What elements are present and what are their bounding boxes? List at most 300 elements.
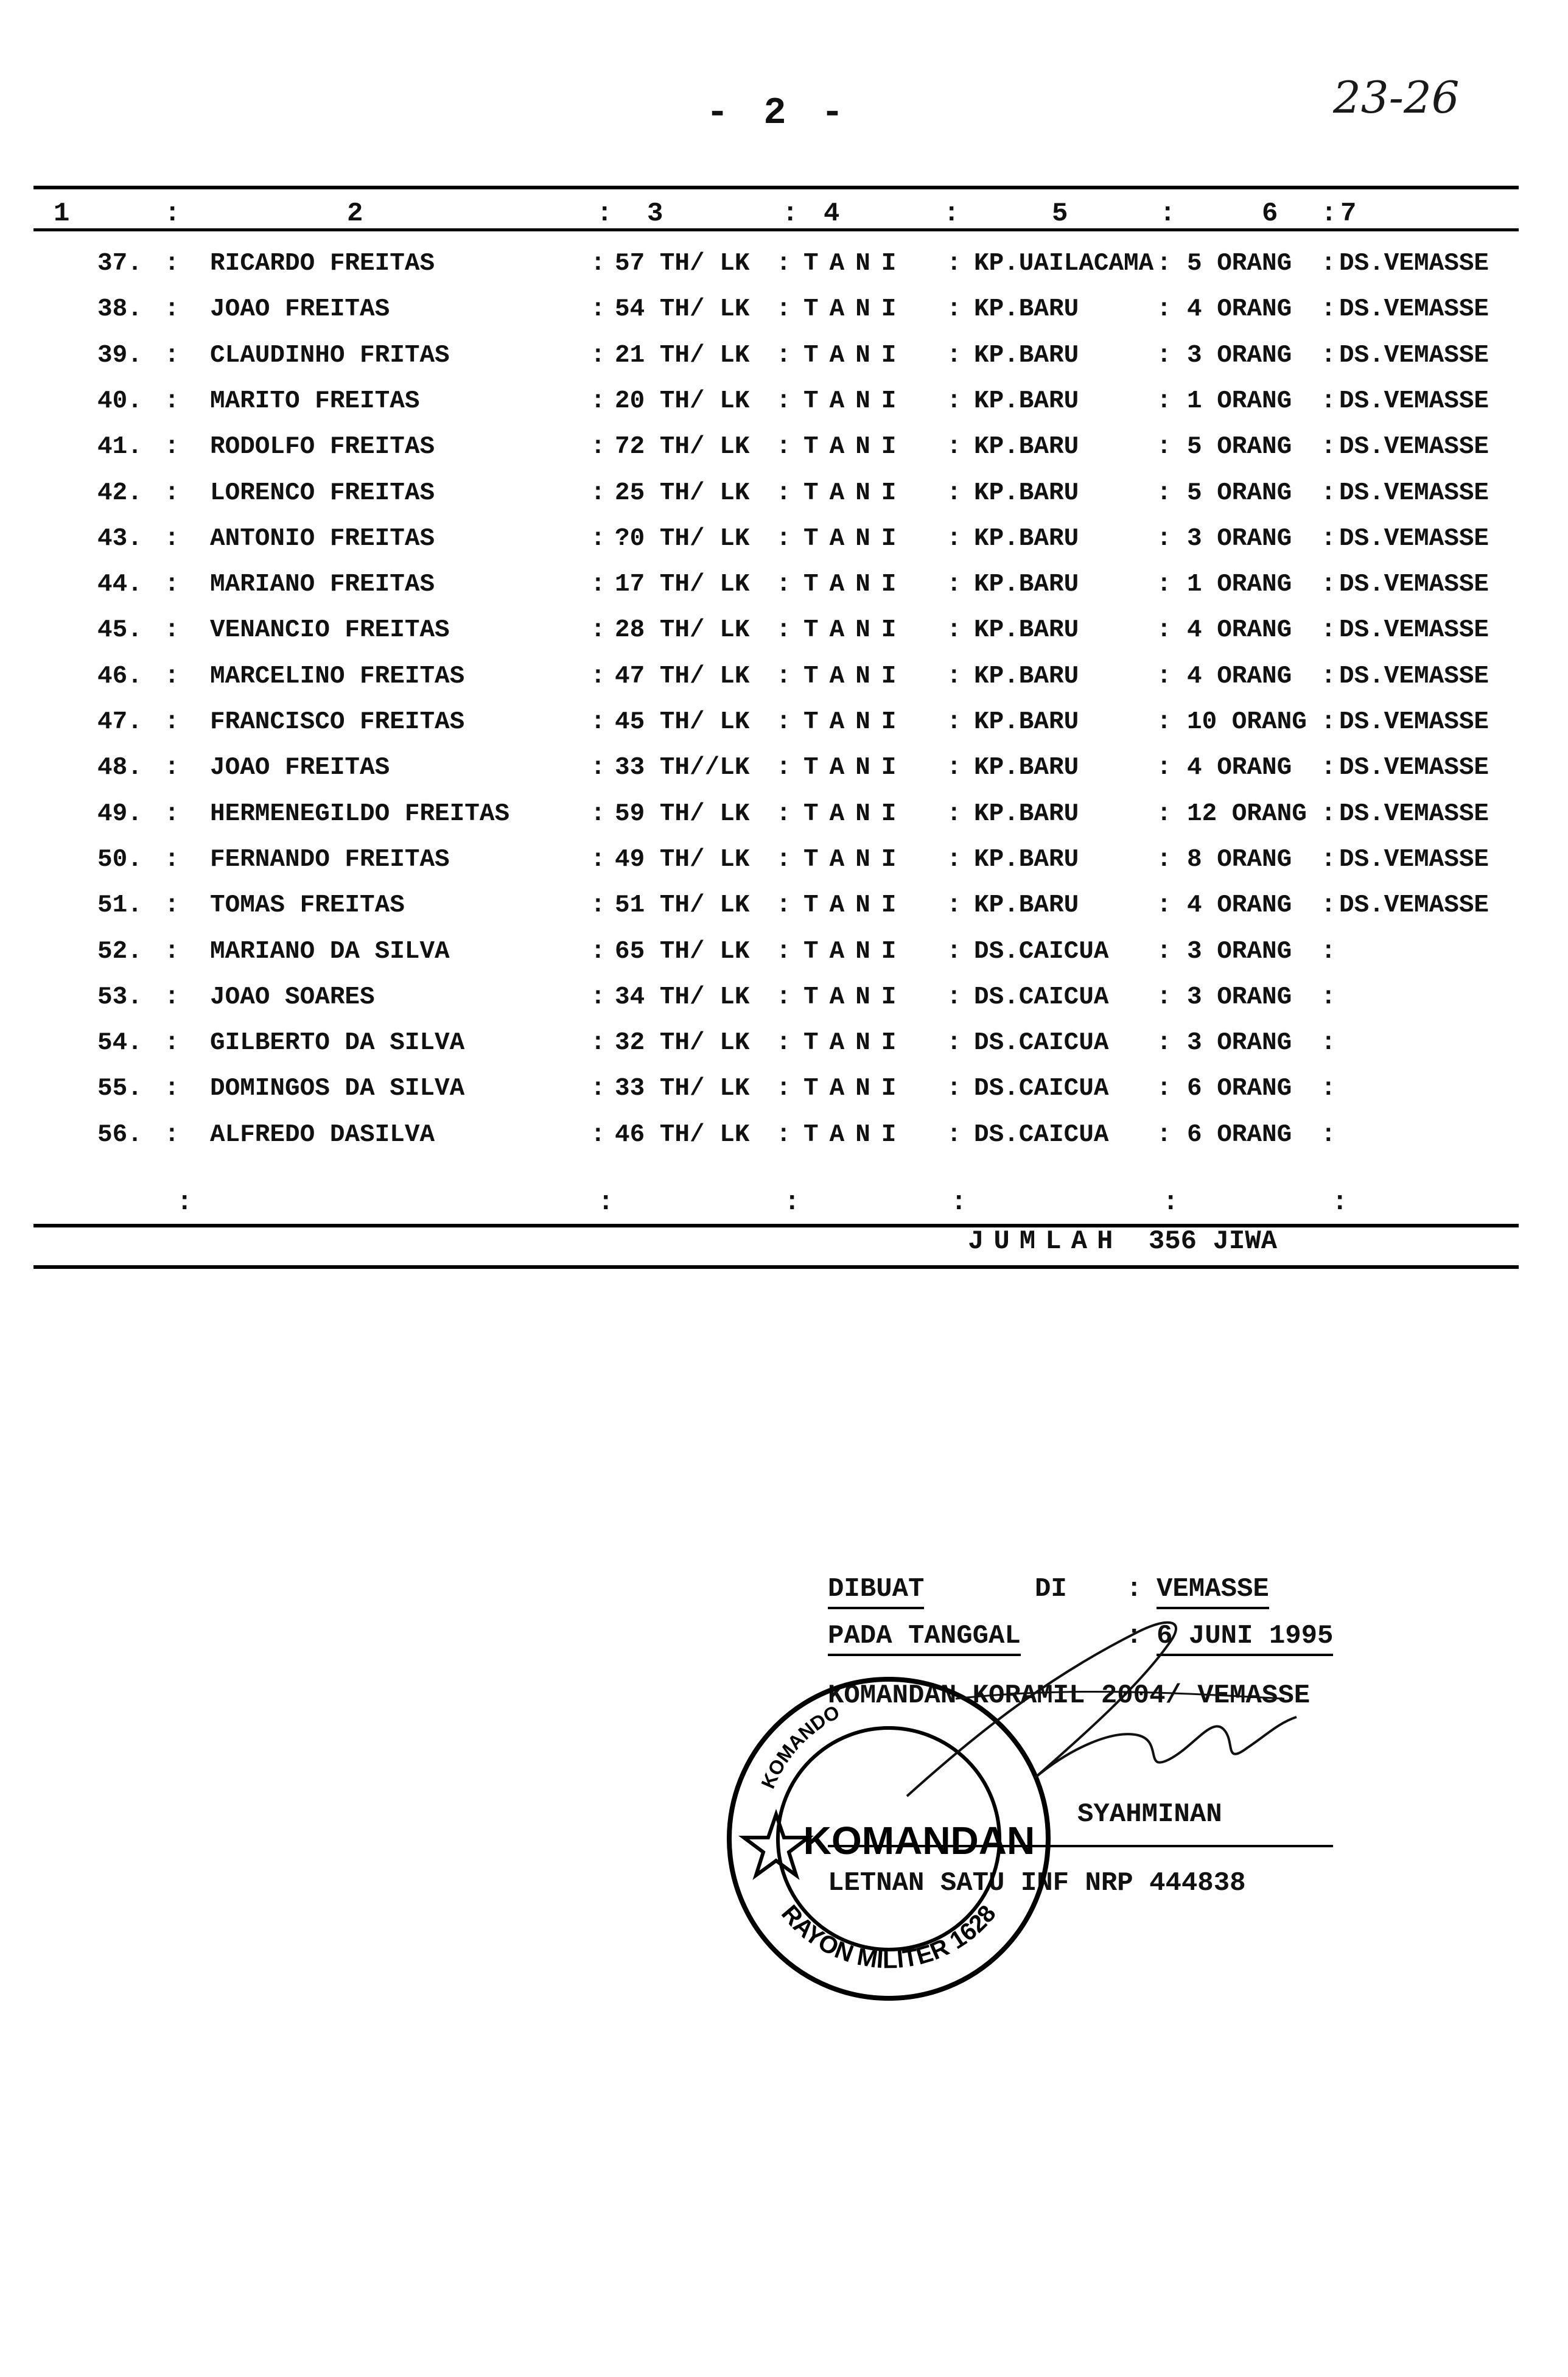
row-separator: :	[590, 799, 606, 828]
family-count: 1 ORANG	[1187, 387, 1292, 415]
table-row	[0, 983, 1568, 1030]
row-separator: :	[776, 341, 791, 370]
made-at-di: DI	[1035, 1574, 1067, 1604]
table-row	[0, 846, 1568, 892]
age-gender: ?0 TH/ LK	[615, 524, 750, 553]
remark: DS.VEMASSE	[1339, 662, 1489, 690]
stamp-ring-bottom-text	[776, 1900, 1001, 1974]
row-separator: :	[590, 708, 606, 736]
table-row	[0, 938, 1568, 984]
table-row	[0, 433, 1568, 479]
footer-separator: :	[177, 1187, 193, 1218]
address: DS.CAICUA	[974, 1029, 1109, 1058]
row-separator: :	[164, 983, 180, 1011]
occupation: TANI	[803, 891, 908, 920]
row-separator: :	[590, 295, 606, 324]
row-separator: :	[1157, 479, 1172, 507]
row-separator: :	[1157, 845, 1172, 874]
person-name: LORENCO FREITAS	[210, 479, 435, 507]
bottom-rule	[33, 1224, 1519, 1227]
row-separator: :	[1157, 433, 1172, 462]
row-separator: :	[1321, 1120, 1336, 1149]
remark: DS.VEMASSE	[1339, 250, 1489, 278]
footer-separator: :	[598, 1187, 614, 1218]
row-separator: :	[164, 708, 180, 736]
row-separator: :	[590, 341, 606, 370]
row-separator: :	[776, 1120, 791, 1149]
family-count: 8 ORANG	[1187, 845, 1292, 874]
header-separator: :	[943, 198, 960, 229]
row-separator: :	[1321, 1075, 1336, 1103]
occupation: TANI	[803, 341, 908, 370]
row-separator: :	[1157, 1075, 1172, 1103]
age-gender: 47 TH/ LK	[615, 662, 750, 690]
row-separator: :	[164, 1029, 180, 1058]
col-header-2: 2	[347, 198, 363, 229]
family-count: 4 ORANG	[1187, 295, 1292, 324]
address: KP.BARU	[974, 387, 1079, 415]
row-separator: :	[164, 295, 180, 324]
row-separator: :	[947, 937, 962, 966]
row-separator: :	[164, 524, 180, 553]
header-separator: :	[1321, 198, 1337, 229]
occupation: TANI	[803, 937, 908, 966]
person-name: RODOLFO FREITAS	[210, 433, 435, 462]
row-separator: :	[776, 571, 791, 599]
age-gender: 32 TH/ LK	[615, 1029, 750, 1058]
remark: DS.VEMASSE	[1339, 845, 1489, 874]
date-value: 6 JUNI 1995	[1157, 1621, 1333, 1656]
address: KP.BARU	[974, 708, 1079, 736]
table-row	[0, 616, 1568, 662]
row-separator: :	[590, 937, 606, 966]
row-separator: :	[947, 433, 962, 462]
remark: DS.VEMASSE	[1339, 708, 1489, 736]
table-row	[0, 342, 1568, 388]
row-separator: :	[1321, 433, 1336, 462]
row-separator: :	[776, 983, 791, 1011]
header-separator: :	[782, 198, 799, 229]
person-name: VENANCIO FREITAS	[210, 616, 450, 645]
row-separator: :	[1157, 571, 1172, 599]
row-separator: :	[1157, 616, 1172, 645]
row-separator: :	[590, 616, 606, 645]
family-count: 5 ORANG	[1187, 250, 1292, 278]
row-separator: :	[1321, 662, 1336, 690]
family-count: 4 ORANG	[1187, 616, 1292, 645]
row-separator: :	[776, 250, 791, 278]
signer-rank: LETNAN SATU INF NRP 444838	[828, 1868, 1246, 1898]
row-separator: :	[1157, 295, 1172, 324]
row-separator: :	[776, 1075, 791, 1103]
occupation: TANI	[803, 754, 908, 782]
row-separator: :	[947, 1120, 962, 1149]
row-separator: :	[164, 433, 180, 462]
row-separator: :	[590, 250, 606, 278]
person-name: MARIANO DA SILVA	[210, 937, 450, 966]
row-separator: :	[947, 479, 962, 507]
total-row	[968, 1226, 1277, 1257]
age-gender: 45 TH/ LK	[615, 708, 750, 736]
row-number: 37.	[97, 250, 142, 278]
row-separator: :	[164, 479, 180, 507]
age-gender: 21 TH/ LK	[615, 341, 750, 370]
person-name: MARIANO FREITAS	[210, 571, 435, 599]
row-separator: :	[776, 1029, 791, 1058]
row-separator: :	[947, 708, 962, 736]
row-number: 40.	[97, 387, 142, 415]
row-separator: :	[1157, 524, 1172, 553]
row-separator: :	[947, 799, 962, 828]
row-separator: :	[164, 571, 180, 599]
table-row	[0, 754, 1568, 800]
row-separator: :	[776, 891, 791, 920]
row-separator: :	[776, 479, 791, 507]
address: DS.CAICUA	[974, 937, 1109, 966]
family-count: 3 ORANG	[1187, 983, 1292, 1011]
person-name: ALFREDO DASILVA	[210, 1120, 435, 1149]
stamp-center-text: KOMANDAN	[803, 1819, 1035, 1863]
row-separator: :	[1157, 983, 1172, 1011]
col-header-6: 6	[1262, 198, 1278, 229]
row-separator: :	[1157, 387, 1172, 415]
row-number: 51.	[97, 891, 142, 920]
address: KP.BARU	[974, 295, 1079, 324]
row-separator: :	[590, 1075, 606, 1103]
handwritten-reference: 23-26	[1333, 72, 1460, 123]
occupation: TANI	[803, 799, 908, 828]
table-row	[0, 1121, 1568, 1167]
row-separator: :	[947, 983, 962, 1011]
row-separator: :	[947, 341, 962, 370]
row-number: 55.	[97, 1075, 142, 1103]
table-row	[0, 708, 1568, 754]
table-row	[0, 525, 1568, 571]
total-value: 356 JIWA	[1148, 1226, 1278, 1257]
row-separator: :	[947, 571, 962, 599]
row-separator: :	[947, 1029, 962, 1058]
age-gender: 51 TH/ LK	[615, 891, 750, 920]
signer-title: KOMANDAN KORAMIL 2004/ VEMASSE	[828, 1680, 1311, 1711]
row-separator: :	[1321, 479, 1336, 507]
occupation: TANI	[803, 387, 908, 415]
row-separator: :	[590, 891, 606, 920]
age-gender: 17 TH/ LK	[615, 571, 750, 599]
age-gender: 20 TH/ LK	[615, 387, 750, 415]
signer-name: SYAHMINAN	[1077, 1799, 1222, 1830]
person-name: CLAUDINHO FRITAS	[210, 341, 450, 370]
row-number: 45.	[97, 616, 142, 645]
person-name: HERMENEGILDO FREITAS	[210, 799, 510, 828]
star-icon	[744, 1814, 808, 1875]
row-separator: :	[947, 891, 962, 920]
handwritten-signature	[883, 1595, 1309, 1851]
row-separator: :	[590, 983, 606, 1011]
row-separator: :	[1321, 250, 1336, 278]
row-separator: :	[1157, 891, 1172, 920]
row-separator: :	[1321, 524, 1336, 553]
address: DS.CAICUA	[974, 1120, 1109, 1149]
person-name: MARITO FREITAS	[210, 387, 420, 415]
row-separator: :	[1321, 571, 1336, 599]
address: KP.BARU	[974, 662, 1079, 690]
stamp-ring-top: KOMANDO	[757, 1701, 844, 1792]
row-separator: :	[947, 250, 962, 278]
row-number: 50.	[97, 845, 142, 874]
stamp-ring-bottom: RAYON MILITER 1628	[776, 1900, 1001, 1974]
header-separator: :	[164, 198, 181, 229]
col-header-1: 1	[54, 198, 70, 229]
row-separator: :	[1157, 799, 1172, 828]
row-separator: :	[164, 662, 180, 690]
header-rule	[33, 228, 1519, 231]
age-gender: 28 TH/ LK	[615, 616, 750, 645]
address: KP.BARU	[974, 845, 1079, 874]
signature-underline-stroke	[956, 1691, 1284, 1699]
age-gender: 49 TH/ LK	[615, 845, 750, 874]
family-count: 5 ORANG	[1187, 479, 1292, 507]
remark: DS.VEMASSE	[1339, 891, 1489, 920]
row-number: 41.	[97, 433, 142, 462]
row-separator: :	[590, 524, 606, 553]
address: DS.CAICUA	[974, 983, 1109, 1011]
row-separator: :	[590, 662, 606, 690]
row-number: 52.	[97, 937, 142, 966]
row-number: 44.	[97, 571, 142, 599]
col-header-7: 7	[1340, 198, 1357, 229]
age-gender: 46 TH/ LK	[615, 1120, 750, 1149]
row-separator: :	[776, 754, 791, 782]
row-separator: :	[1157, 662, 1172, 690]
family-count: 5 ORANG	[1187, 433, 1292, 462]
row-separator: :	[164, 341, 180, 370]
table-row	[0, 891, 1568, 938]
family-count: 3 ORANG	[1187, 341, 1292, 370]
made-at-value: VEMASSE	[1157, 1574, 1269, 1609]
address: KP.BARU	[974, 524, 1079, 553]
occupation: TANI	[803, 662, 908, 690]
remark: DS.VEMASSE	[1339, 799, 1489, 828]
bottom-rule-2	[33, 1265, 1519, 1269]
row-separator: :	[1321, 799, 1336, 828]
person-name: FRANCISCO FREITAS	[210, 708, 465, 736]
row-separator: :	[1157, 341, 1172, 370]
row-separator: :	[164, 387, 180, 415]
footer-separator: :	[1163, 1187, 1179, 1218]
date-label: PADA TANGGAL	[828, 1621, 1021, 1656]
person-name: TOMAS FREITAS	[210, 891, 405, 920]
col-header-4: 4	[824, 198, 840, 229]
row-separator: :	[164, 250, 180, 278]
row-separator: :	[1321, 295, 1336, 324]
row-separator: :	[1321, 983, 1336, 1011]
row-separator: :	[590, 845, 606, 874]
footer-separator: :	[951, 1187, 967, 1218]
row-separator: :	[947, 387, 962, 415]
remark: DS.VEMASSE	[1339, 295, 1489, 324]
family-count: 6 ORANG	[1187, 1120, 1292, 1149]
footer-separator: :	[1332, 1187, 1348, 1218]
address: KP.BARU	[974, 799, 1079, 828]
person-name: JOAO FREITAS	[210, 295, 390, 324]
address: KP.BARU	[974, 433, 1079, 462]
address: KP.BARU	[974, 891, 1079, 920]
footer-separator: :	[784, 1187, 800, 1218]
row-separator: :	[947, 616, 962, 645]
row-separator: :	[164, 937, 180, 966]
col-header-3: 3	[647, 198, 663, 229]
age-gender: 59 TH/ LK	[615, 799, 750, 828]
address: KP.BARU	[974, 754, 1079, 782]
occupation: TANI	[803, 479, 908, 507]
occupation: TANI	[803, 983, 908, 1011]
row-separator: :	[1157, 1029, 1172, 1058]
age-gender: 25 TH/ LK	[615, 479, 750, 507]
occupation: TANI	[803, 295, 908, 324]
occupation: TANI	[803, 708, 908, 736]
table-row	[0, 387, 1568, 434]
row-separator: :	[164, 754, 180, 782]
remark: DS.VEMASSE	[1339, 387, 1489, 415]
table-row	[0, 800, 1568, 846]
top-rule	[33, 186, 1519, 189]
made-at-label: DIBUAT	[828, 1574, 924, 1609]
table-row	[0, 571, 1568, 617]
row-separator: :	[590, 479, 606, 507]
family-count: 4 ORANG	[1187, 754, 1292, 782]
family-count: 3 ORANG	[1187, 937, 1292, 966]
address: KP.BARU	[974, 341, 1079, 370]
person-name: RICARDO FREITAS	[210, 250, 435, 278]
person-name: JOAO FREITAS	[210, 754, 390, 782]
occupation: TANI	[803, 1029, 908, 1058]
row-separator: :	[164, 1120, 180, 1149]
occupation: TANI	[803, 616, 908, 645]
row-separator: :	[590, 571, 606, 599]
address: KP.UAILACAMA	[974, 250, 1154, 278]
row-number: 43.	[97, 524, 142, 553]
remark: DS.VEMASSE	[1339, 754, 1489, 782]
row-separator: :	[776, 799, 791, 828]
row-separator: :	[947, 524, 962, 553]
occupation: TANI	[803, 1120, 908, 1149]
family-count: 3 ORANG	[1187, 1029, 1292, 1058]
row-separator: :	[776, 845, 791, 874]
age-gender: 65 TH/ LK	[615, 937, 750, 966]
family-count: 12 ORANG	[1187, 799, 1307, 828]
row-separator: :	[590, 1029, 606, 1058]
row-number: 46.	[97, 662, 142, 690]
occupation: TANI	[803, 524, 908, 553]
row-separator: :	[590, 433, 606, 462]
table-row	[0, 479, 1568, 525]
row-separator: :	[947, 1075, 962, 1103]
family-count: 3 ORANG	[1187, 524, 1292, 553]
table-row	[0, 1075, 1568, 1121]
family-count: 4 ORANG	[1187, 891, 1292, 920]
row-separator: :	[1321, 616, 1336, 645]
age-gender: 34 TH/ LK	[615, 983, 750, 1011]
row-separator: :	[1321, 754, 1336, 782]
table-row	[0, 295, 1568, 342]
family-count: 6 ORANG	[1187, 1075, 1292, 1103]
row-separator: :	[1157, 754, 1172, 782]
row-separator: :	[776, 387, 791, 415]
row-separator: :	[776, 616, 791, 645]
remark: DS.VEMASSE	[1339, 479, 1489, 507]
table-row	[0, 1029, 1568, 1075]
row-number: 47.	[97, 708, 142, 736]
row-separator: :	[1321, 891, 1336, 920]
row-separator: :	[164, 845, 180, 874]
occupation: TANI	[803, 845, 908, 874]
remark: DS.VEMASSE	[1339, 433, 1489, 462]
row-number: 54.	[97, 1029, 142, 1058]
row-separator: :	[590, 1120, 606, 1149]
row-separator: :	[164, 799, 180, 828]
remark: DS.VEMASSE	[1339, 616, 1489, 645]
age-gender: 54 TH/ LK	[615, 295, 750, 324]
remark: DS.VEMASSE	[1339, 524, 1489, 553]
table-row	[0, 250, 1568, 296]
address: KP.BARU	[974, 571, 1079, 599]
row-separator: :	[1321, 845, 1336, 874]
col-header-5: 5	[1052, 198, 1068, 229]
signature-stroke	[907, 1623, 1297, 1796]
row-separator: :	[947, 754, 962, 782]
person-name: MARCELINO FREITAS	[210, 662, 465, 690]
age-gender: 72 TH/ LK	[615, 433, 750, 462]
row-separator: :	[590, 387, 606, 415]
row-separator: :	[776, 662, 791, 690]
row-separator: :	[947, 662, 962, 690]
made-at-separator: :	[1126, 1574, 1143, 1604]
person-name: FERNANDO FREITAS	[210, 845, 450, 874]
person-name: DOMINGOS DA SILVA	[210, 1075, 465, 1103]
row-separator: :	[776, 937, 791, 966]
row-number: 49.	[97, 799, 142, 828]
header-separator: :	[1160, 198, 1176, 229]
row-separator: :	[164, 1075, 180, 1103]
occupation: TANI	[803, 433, 908, 462]
date-separator: :	[1126, 1621, 1143, 1651]
person-name: JOAO SOARES	[210, 983, 375, 1011]
row-number: 48.	[97, 754, 142, 782]
row-separator: :	[1321, 708, 1336, 736]
row-separator: :	[590, 754, 606, 782]
row-separator: :	[776, 433, 791, 462]
row-separator: :	[1157, 1120, 1172, 1149]
age-gender: 57 TH/ LK	[615, 250, 750, 278]
occupation: TANI	[803, 571, 908, 599]
row-separator: :	[164, 616, 180, 645]
row-separator: :	[776, 708, 791, 736]
row-separator: :	[1321, 937, 1336, 966]
page-number: - 2 -	[706, 91, 850, 135]
row-separator: :	[1157, 937, 1172, 966]
total-label: JUMLAH	[968, 1226, 1123, 1257]
family-count: 4 ORANG	[1187, 662, 1292, 690]
table-row	[0, 662, 1568, 709]
occupation: TANI	[803, 250, 908, 278]
row-number: 56.	[97, 1120, 142, 1149]
row-separator: :	[776, 295, 791, 324]
row-separator: :	[947, 295, 962, 324]
row-separator: :	[1157, 250, 1172, 278]
family-count: 10 ORANG	[1187, 708, 1307, 736]
occupation: TANI	[803, 1075, 908, 1103]
row-separator: :	[776, 524, 791, 553]
